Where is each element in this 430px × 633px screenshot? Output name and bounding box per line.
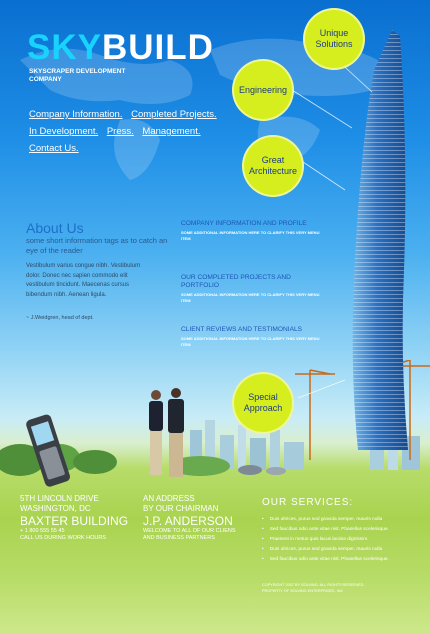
service-text: Duis ultrices, purus sed gravida semper, mauris nulla <box>269 517 383 522</box>
info-block-title: COMPANY INFORMATION AND PROFILE <box>181 220 307 227</box>
contact-line-2: BY OUR CHAIRMAN <box>143 504 219 513</box>
info-block-projects[interactable] <box>181 274 321 304</box>
copyright <box>262 582 422 594</box>
contact-big-name: BAXTER BUILDING <box>20 514 129 528</box>
mobile-phone-image <box>25 410 75 490</box>
services-list <box>262 515 422 565</box>
list-item[interactable] <box>262 525 422 535</box>
service-text: Sed faucibus odio ante vitae nisl. Phasellus scelerisque. <box>269 527 389 532</box>
info-block-title: OUR COMPLETED PROJECTS AND PORTFOLIO <box>181 274 291 289</box>
bullet-icon: • <box>262 527 264 532</box>
nav-completed-projects[interactable]: Completed Projects. <box>131 109 217 120</box>
nav-contact-us[interactable]: Contact Us. <box>29 143 79 154</box>
info-block-subtitle: SOME ADDITIONAL INFORMATION HERE TO CLARIFY THIS VERY MENU ITEM <box>181 292 320 303</box>
logo-tagline: SKYSCRAPER DEVELOPMENT COMPANY <box>29 68 126 83</box>
about-body: Vestibulum varius congue nibh. Vestibulum dolor. Donec nec sapien commodo elit vestibulum tincidunt. Maecenas cursus bibendum nibh. Aenean ligula. <box>26 263 141 298</box>
contact-line-1: 5TH LINCOLN DRIVE <box>20 494 99 503</box>
contact-welcome-1: WELCOME TO ALL OF OUR CLIENS <box>143 528 236 534</box>
nav-row-1 <box>29 109 229 120</box>
info-block-reviews[interactable] <box>181 326 321 348</box>
contact-baxter <box>20 494 128 542</box>
circle-unique-solutions[interactable]: Unique Solutions <box>303 8 365 70</box>
bullet-icon: • <box>262 557 264 562</box>
nav-in-development[interactable]: In Development. <box>29 126 99 137</box>
service-text: Duis ultrices, purus sed gravida semper, mauris nulla <box>269 547 383 552</box>
contact-welcome-2: AND BUSINESS PARTNERS <box>143 535 215 541</box>
nav-company-information[interactable]: Company Information. <box>29 109 123 120</box>
list-item[interactable] <box>262 555 422 565</box>
contact-phone: + 1 800 555 55 45 <box>20 528 65 534</box>
business-people-image <box>140 385 195 480</box>
contact-line-2: WASHINGTON, DC <box>20 504 91 513</box>
copyright-line-2: PROPERTY OF SOLVING ENTERPRISES, INC <box>262 589 344 593</box>
circle-great-architecture[interactable]: Great Architecture <box>242 135 304 197</box>
nav-row-2 <box>29 126 229 137</box>
services-title: OUR SERVICES: <box>262 497 354 508</box>
info-block-company[interactable] <box>181 220 321 242</box>
contact-hours: CALL US DURING WORK HOURS <box>20 535 106 541</box>
logo-build-text: BUILD <box>101 28 214 67</box>
service-text: Praesent in metus quis lacus lacinia dignissim. <box>269 537 369 542</box>
cars-image <box>238 462 288 478</box>
list-item[interactable] <box>262 515 422 525</box>
info-block-title: CLIENT REVIEWS AND TESTIMONIALS <box>181 326 303 333</box>
nav-press[interactable]: Press. <box>106 126 134 137</box>
contact-big-name: J.P. ANDERSON <box>143 514 233 528</box>
nav-row-3 <box>29 143 229 154</box>
about-title: About Us <box>26 220 84 236</box>
circle-special-approach[interactable]: Special Approach <box>232 372 294 434</box>
about-subtitle: some short information tags as to catch an eye of the reader <box>26 236 168 255</box>
copyright-line-1: COPYRIGHT 2007 BY SOLVING. ALL RIGHTS RESERVED. <box>262 583 365 587</box>
logo-sky-text: SKY <box>27 28 102 67</box>
list-item[interactable] <box>262 535 422 545</box>
contact-line-1: AN ADDRESS <box>143 494 195 503</box>
site-logo[interactable] <box>27 30 214 65</box>
nav-management[interactable]: Management. <box>142 126 201 137</box>
circle-engineering[interactable]: Engineering <box>232 59 294 121</box>
bullet-icon: • <box>262 537 264 542</box>
list-item[interactable] <box>262 545 422 555</box>
about-signature: ~ J.Weidgren, head of dept. <box>26 315 94 321</box>
info-block-subtitle: SOME ADDITIONAL INFORMATION HERE TO CLARIFY THIS VERY MENU ITEM <box>181 336 320 347</box>
bullet-icon: • <box>262 547 264 552</box>
info-block-subtitle: SOME ADDITIONAL INFORMATION HERE TO CLARIFY THIS VERY MENU ITEM <box>181 230 320 241</box>
service-text: Sed faucibus odio ante vitae nisl. Phasellus scelerisque. <box>269 557 389 562</box>
bullet-icon: • <box>262 517 264 522</box>
contact-chairman <box>143 494 236 542</box>
